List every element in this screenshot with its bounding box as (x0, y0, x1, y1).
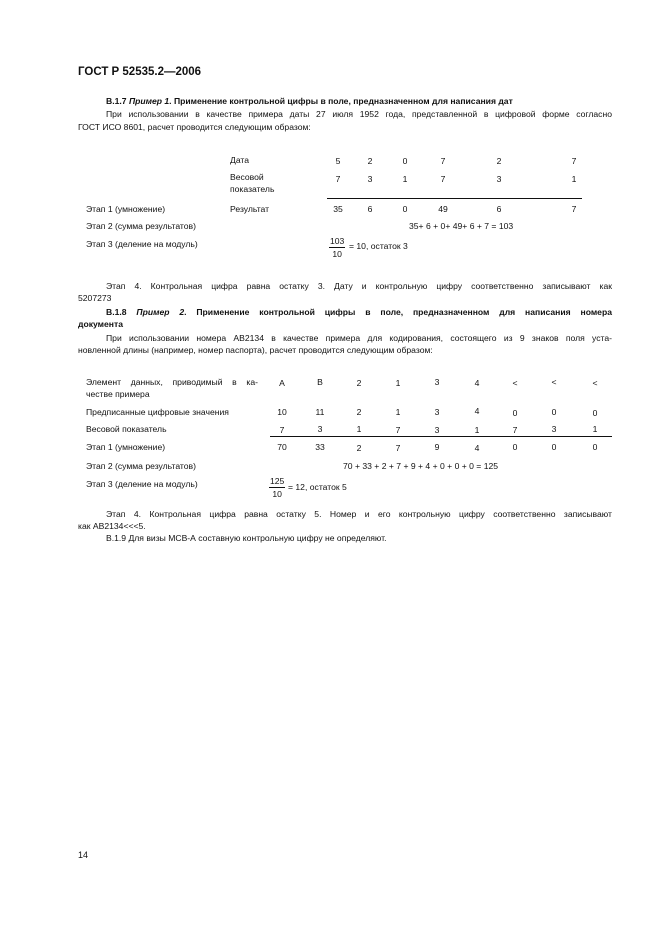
prescribed-value: 0 (592, 408, 598, 418)
weight-value: 1 (592, 424, 598, 434)
step1-label: Этап 1 (умножение) (86, 204, 166, 214)
date-value: 2 (496, 156, 502, 166)
row-label-weight-line2: показатель (230, 184, 275, 194)
result-value: 33 (315, 442, 325, 452)
weight-value: 1 (571, 174, 577, 184)
prescribed-value: 1 (395, 407, 401, 417)
prescribed-value: 10 (277, 407, 287, 417)
fraction-denominator: 10 (272, 489, 282, 499)
step3-result: = 12, остаток 5 (288, 482, 347, 492)
element-value: 2 (356, 378, 362, 388)
prescribed-value: 3 (434, 407, 440, 417)
prescribed-value: 11 (315, 407, 325, 417)
section-b18-title: . Применение контрольной цифры в поле, предназначенном для написания номера (184, 307, 612, 317)
section-b17-heading (106, 96, 513, 106)
result-value: 49 (438, 204, 448, 214)
weight-value: 3 (434, 425, 440, 435)
section-b18-paragraph-line1: При использовании номера АВ2134 в качестве примера для кодирования, состоящего из 9 знаков поля уста- (106, 333, 612, 343)
element-value: < (592, 378, 598, 388)
table-underline (327, 198, 582, 199)
section-b18-number: В.1.8 (106, 307, 127, 317)
section-b17-paragraph-line1: При использовании в качестве примера даты 27 июля 1952 года, представленной в цифровой форме согласно (106, 109, 612, 119)
table-underline (270, 436, 612, 437)
step2-label: Этап 2 (сумма результатов) (86, 461, 196, 471)
result-value: 0 (512, 442, 518, 452)
weight-value: 3 (317, 424, 323, 434)
element-value: < (551, 377, 557, 387)
result-value: 6 (496, 204, 502, 214)
weight-value: 3 (367, 174, 373, 184)
date-value: 5 (335, 156, 341, 166)
step2-label: Этап 2 (сумма результатов) (86, 221, 196, 231)
element-value: A (279, 378, 285, 388)
date-value: 0 (402, 156, 408, 166)
section-b18-heading-line1 (106, 307, 612, 317)
section-b17-number: В.1.7 (106, 96, 127, 106)
date-value: 7 (440, 156, 446, 166)
step3-fraction (329, 236, 345, 259)
page-number: 14 (78, 850, 89, 860)
element-value: < (512, 378, 518, 388)
section-b17-example: Пример 1 (128, 96, 170, 106)
section-b18-paragraph-line2: новленной длины (например, номер паспорта), расчет проводится следующим образом: (78, 345, 433, 355)
result-value: 0 (402, 204, 408, 214)
section-b18-example: Пример 2 (136, 307, 185, 317)
date-value: 2 (367, 156, 373, 166)
step3-label: Этап 3 (деление на модуль) (86, 479, 198, 489)
step4-text-line2: 5207273 (78, 293, 112, 303)
fraction-denominator: 10 (332, 249, 342, 259)
result-value: 6 (367, 204, 373, 214)
row-label-element-line1: Элемент данных, приводимый в ка- (86, 377, 258, 387)
element-value: B (317, 377, 323, 387)
section-b18-heading-line2: документа (78, 319, 123, 329)
step2-sum: 35+ 6 + 0+ 49+ 6 + 7 = 103 (409, 221, 514, 231)
step1-label: Этап 1 (умножение) (86, 442, 166, 452)
element-value: 4 (474, 378, 480, 388)
result-value: 35 (333, 204, 343, 214)
weight-value: 1 (402, 174, 408, 184)
prescribed-value: 0 (512, 408, 518, 418)
weight-value: 7 (335, 174, 341, 184)
result-value: 4 (474, 443, 480, 453)
section-b17-title: . Применение контрольной цифры в поле, предназначенном для написания дат (169, 96, 513, 106)
prescribed-value: 4 (474, 406, 480, 416)
element-value: 1 (395, 378, 401, 388)
step2-sum: 70 + 33 + 2 + 7 + 9 + 4 + 0 + 0 + 0 = 125 (343, 461, 499, 471)
weight-value: 7 (512, 425, 518, 435)
step4-text-line2: как АВ2134<<<5. (78, 521, 146, 531)
row-label-weight-line1: Весовой (230, 172, 264, 182)
row-label-date: Дата (230, 155, 250, 165)
result-value: 0 (551, 442, 557, 452)
row-label-element-line2: честве примера (86, 389, 150, 399)
result-value: 0 (592, 442, 598, 452)
step3-fraction (269, 476, 285, 499)
result-value: 7 (395, 443, 401, 453)
document-header: ГОСТ Р 52535.2—2006 (78, 66, 202, 78)
section-b19-text: В.1.9 Для визы МСВ-А составную контрольную цифру не определяют. (106, 533, 387, 543)
fraction-numerator: 125 (270, 476, 285, 486)
date-value: 7 (571, 156, 577, 166)
weight-value: 7 (440, 174, 446, 184)
result-value: 9 (434, 442, 440, 452)
row-label-weight: Весовой показатель (86, 424, 167, 434)
weight-value: 7 (395, 425, 401, 435)
result-value: 2 (356, 443, 362, 453)
prescribed-value: 0 (551, 407, 557, 417)
section-b17-paragraph-line2: ГОСТ ИСО 8601, расчет проводится следующим образом: (78, 122, 311, 132)
step3-result: = 10, остаток 3 (349, 241, 408, 251)
weight-value: 3 (496, 174, 502, 184)
prescribed-value: 2 (356, 407, 362, 417)
result-value: 70 (277, 442, 287, 452)
weight-value: 7 (279, 425, 285, 435)
weight-value: 1 (474, 425, 480, 435)
row-label-result: Результат (230, 204, 270, 214)
result-value: 7 (571, 204, 577, 214)
element-value: 3 (434, 377, 440, 387)
step4-text-line1: Этап 4. Контрольная цифра равна остатку 3. Дату и контрольную цифру соответственно записывают как (106, 281, 612, 291)
row-label-prescribed: Предписанные цифровые значения (86, 407, 229, 417)
step4-text-line1: Этап 4. Контрольная цифра равна остатку 5. Номер и его контрольную цифру соответственно записывают (106, 509, 612, 519)
weight-value: 1 (356, 424, 362, 434)
step3-label: Этап 3 (деление на модуль) (86, 239, 198, 249)
weight-value: 3 (551, 424, 557, 434)
fraction-numerator: 103 (330, 236, 345, 246)
